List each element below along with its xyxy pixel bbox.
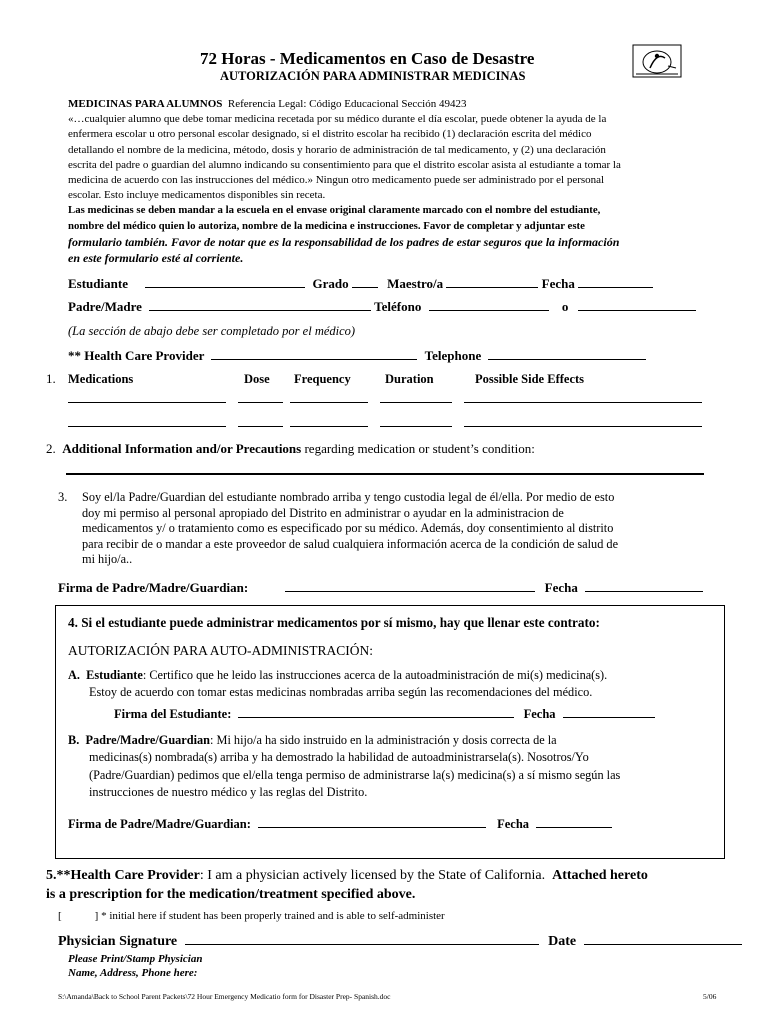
alt-phone-field[interactable] (578, 310, 696, 311)
auth-heading: AUTORIZACIÓN PARA AUTO-ADMINISTRACIÓN: (68, 643, 374, 658)
physician-signature-label: Physician Signature (58, 934, 178, 949)
section-number: 2. (46, 441, 56, 456)
parent-cert-text: instrucciones de nuestro médico y las reglas del Distrito. (89, 785, 368, 800)
parent-signature-field[interactable] (285, 591, 535, 592)
student-signature-field[interactable] (238, 717, 514, 718)
parent-date-label: Fecha (544, 580, 578, 595)
student-signature-row (114, 707, 655, 722)
parent-signature-row (58, 580, 703, 596)
med-line[interactable] (380, 426, 452, 427)
student-cert-label: Estudiante (86, 668, 143, 682)
student-date-field[interactable] (563, 717, 655, 718)
date-field[interactable] (578, 287, 653, 288)
consent-line: mi hijo/a.. (82, 552, 133, 567)
parent-self-admin-date-field[interactable] (536, 827, 612, 828)
med-line[interactable] (290, 426, 368, 427)
med-line[interactable] (464, 426, 702, 427)
student-label: Estudiante (68, 276, 128, 291)
student-row (68, 276, 653, 292)
intro-line: detallando el nombre de la medicina, método, dosis y horario de administración de tal medicamento, y (2) una declaración (68, 143, 606, 156)
physician-signature-field[interactable] (185, 944, 539, 945)
parent-date-field[interactable] (585, 591, 703, 592)
col-side-effects: Possible Side Effects (475, 372, 585, 386)
legal-reference: Referencia Legal: Código Educacional Sección 49423 (227, 98, 467, 110)
stamp-instruction: Please Print/Stamp Physician (68, 953, 203, 965)
stamp-instruction: Name, Address, Phone here: (68, 967, 198, 979)
parent-signature-label: Firma de Padre/Madre/Guardian: (58, 580, 249, 595)
initial-row (58, 910, 445, 922)
instruction-line: formulario también. Favor de notar que es la responsabilidad de los padres de estar seguros que la información (68, 234, 620, 249)
student-cert (68, 667, 607, 701)
prescription-line: is a prescription for the medication/treatment specified above. (46, 887, 416, 902)
consent-line: Soy el/la Padre/Guardian del estudiante nombrado arriba y tengo custodia legal de él/ella. Por medio de esto (82, 490, 615, 504)
parent-label: Padre/Madre (68, 299, 142, 314)
intro-line: enfermera escolar u otro personal escolar designado, si el distrito escolar ha recibido (1) declaración escrita del médico (68, 128, 592, 141)
intro-paragraph (68, 97, 708, 266)
col-dose: Dose (244, 372, 270, 386)
parent-row (68, 299, 696, 315)
consent-line: medicamentos y/ o tratamiento como es especificado por su médico. Además, doy consentimiento al distrito (82, 521, 614, 536)
col-duration: Duration (385, 372, 434, 386)
parent-cert-label: Padre/Madre/Guardian (85, 733, 211, 747)
provider-statement-text: : I am a physician actively licensed by the State of California. (199, 868, 546, 883)
med-line[interactable] (290, 402, 368, 403)
initial-checkbox[interactable]: [ ] (58, 910, 99, 922)
physician-stamp-area[interactable] (68, 952, 202, 980)
provider-row (68, 348, 646, 364)
student-signature-label: Firma del Estudiante: (114, 707, 232, 721)
med-line[interactable] (380, 402, 452, 403)
school-district-logo (632, 44, 682, 78)
footer-path: S:\Amanda\Back to School Parent Packets\72 Hour Emergency Medicatio form for Disaster Prep- Spanish.doc (58, 992, 391, 1001)
col-frequency: Frequency (294, 372, 351, 386)
student-cert-text: Estoy de acuerdo con tomar estas medicinas nombradas arriba según las recomendaciones del médico. (89, 685, 593, 699)
attached-label: Attached hereto (552, 868, 648, 883)
col-medications: Medications (68, 372, 134, 386)
physician-date-field[interactable] (584, 944, 742, 945)
parent-self-admin-signature-label: Firma de Padre/Madre/Guardian: (68, 817, 251, 831)
phone-label: Teléfono (374, 299, 422, 314)
med-line[interactable] (68, 402, 226, 403)
med-line[interactable] (238, 426, 283, 427)
additional-info (46, 441, 535, 457)
grade-label: Grado (312, 276, 349, 291)
item-label: A. (68, 668, 80, 682)
provider-field[interactable] (211, 359, 417, 360)
or-label: o (561, 299, 569, 314)
parent-self-admin-signature-field[interactable] (258, 827, 486, 828)
intro-line: «…cualquier alumno que debe tomar medicina recetada por su médico durante el día escolar, puede obtener la ayuda de la (68, 113, 607, 126)
teacher-label: Maestro/a (387, 276, 444, 291)
provider-label: ** Health Care Provider (68, 348, 205, 363)
consent-line: para recibir de o mandar a este proveedor de salud cualquiera información acerca de la condición de salud de (82, 536, 619, 551)
parent-self-admin-signature-row (68, 817, 612, 832)
initial-text: * initial here if student has been properly trained and is able to self-administer (101, 910, 445, 922)
section-number: 1. (46, 371, 56, 386)
teacher-field[interactable] (446, 287, 538, 288)
parent-cert-text: medicinas(s) nombrada(s) arriba y ha demostrado la habilidad de autoadministrarsela(s). Nosotros/Yo (89, 750, 589, 765)
student-cert-text: : Certifico que he leido las instrucciones acerca de la autoadministración de mi(s) medicina(s). (142, 668, 608, 682)
physician-date-label: Date (548, 934, 577, 949)
parent-field[interactable] (149, 310, 371, 311)
med-line[interactable] (464, 402, 702, 403)
additional-field[interactable] (66, 473, 704, 475)
telephone-field[interactable] (488, 359, 646, 360)
student-field[interactable] (145, 287, 305, 288)
section-number: 3. (58, 490, 68, 504)
provider-statement (46, 866, 648, 904)
instruction-line: Las medicinas se deben mandar a la escuela en el envase original claramente marcado con el nombre del estudiante, (68, 204, 601, 217)
parent-self-admin-date-label: Fecha (497, 817, 530, 831)
footer-version: 5/06 (703, 992, 717, 1001)
additional-heading: Additional Information and/or Precautions (62, 441, 302, 456)
parent-cert (68, 732, 620, 802)
instruction-line: nombre del médico quien lo autoriza, nombre de la medicina e instrucciones. Favor de completar y adjuntar este (68, 219, 585, 232)
telephone-label: Telephone (424, 348, 482, 363)
intro-line: medicina de acuerdo con las instrucciones del médico.» Ningun otro medicamento puede ser administrado por el personal (68, 174, 605, 187)
parent-cert-text: (Padre/Guardian) pedimos que el/ella tenga permiso de administrarse la(s) medicina(s) a sí mismo según las (89, 767, 621, 782)
consent-text (82, 490, 618, 568)
physician-note: (La sección de abajo debe ser completado por el médico) (68, 324, 356, 338)
page-title: 72 Horas - Medicamentos en Caso de Desastre (200, 49, 535, 68)
item-label: B. (68, 733, 80, 747)
med-line[interactable] (68, 426, 226, 427)
provider-statement-label: 5.**Health Care Provider (46, 868, 200, 883)
phone-field[interactable] (429, 310, 549, 311)
intro-heading: MEDICINAS PARA ALUMNOS (68, 98, 223, 110)
self-admin-heading: 4. Si el estudiante puede administrar medicamentos por sí mismo, hay que llenar este contrato: (68, 615, 600, 630)
intro-line: escrita del padre o guardian del alumno indicando su consentimiento para que el distrito escolar asista al estudiante a tomar la (68, 158, 621, 171)
med-line[interactable] (238, 402, 283, 403)
consent-line: doy mi permiso al personal apropiado del Distrito en administrar o ayudar en la administracion de (82, 505, 564, 520)
instruction-line: en este formulario esté al corriente. (68, 250, 244, 265)
additional-text: regarding medication or student’s condition: (304, 441, 535, 456)
student-date-label: Fecha (523, 707, 556, 721)
intro-line: escolar. Esto incluye medicamentos disponibles sin receta. (68, 189, 326, 202)
physician-signature-row (58, 934, 742, 950)
grade-field[interactable] (352, 287, 378, 288)
parent-cert-text: : Mi hijo/a ha sido instruido en la administración y dosis correcta de la (210, 733, 557, 747)
page-subtitle: AUTORIZACIÓN PARA ADMINISTRAR MEDICINAS (220, 69, 526, 83)
date-label: Fecha (541, 276, 575, 291)
